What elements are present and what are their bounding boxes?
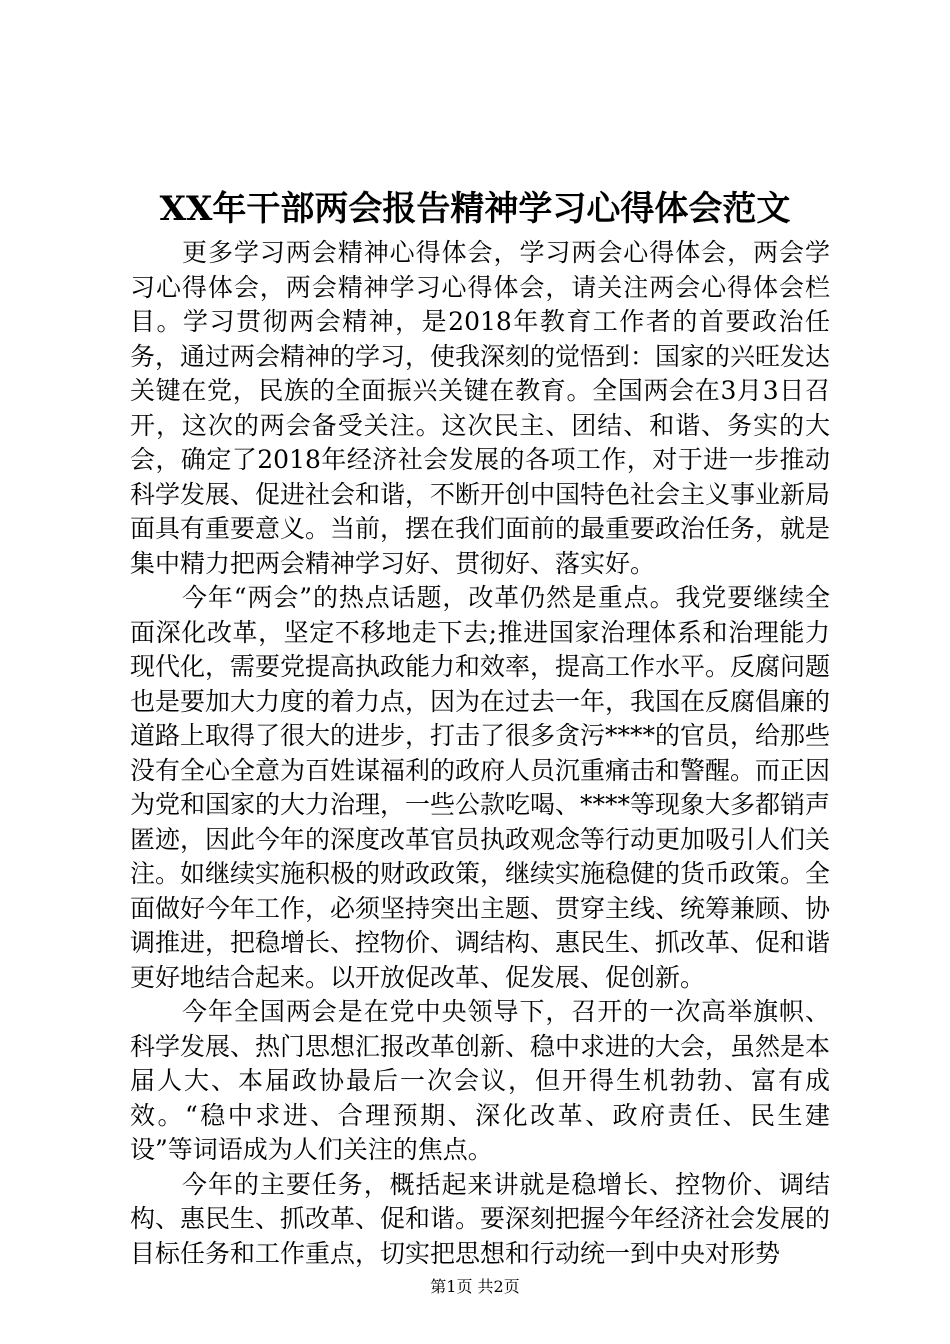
paragraph: 更多学习两会精神心得体会，学习两会心得体会，两会学习心得体会，两会精神学习心得体会，请关注两会心得体会栏目。学习贯彻两会精神，是2018年教育工作者的首要政治任务，通过两会精神的学习，使我深刻的觉悟到：国家的兴旺发达关键在党，民族的全面振兴关键在教育。全国两会在3月3日召开，这次的两会备受关注。这次民主、团结、和谐、务实的大会，确定了2018年经济社会发展的各项工作，对于进一步推动科学发展、促进社会和谐，不断开创中国特色社会主义事业新局面具有重要意义。当前，摆在我们面前的最重要政治任务，就是集中精力把两会精神学习好、贯彻好、落实好。 (130, 238, 831, 578)
paragraph: 今年的主要任务，概括起来讲就是稳增长、控物价、调结构、惠民生、抓改革、促和谐。要深刻把握今年经济社会发展的目标任务和工作重点，切实把思想和行动统一到中央对形势 (130, 1169, 831, 1268)
document-body (130, 236, 830, 1271)
paragraph: 今年全国两会是在党中央领导下，召开的一次高举旗帜、科学发展、热门思想汇报改革创新、稳中求进的大会，虽然是本届人大、本届政协最后一次会议，但开得生机勃勃、富有成效。“稳中求进、合理预期、深化改革、政府责任、民生建设”等词语成为人们关注的焦点。 (130, 997, 831, 1164)
paragraph: 今年“两会”的热点话题，改革仍然是重点。我党要继续全面深化改革，坚定不移地走下去;推进国家治理体系和治理能力现代化，需要党提高执政能力和效率，提高工作水平。反腐问题也是要加大力度的着力点，因为在过去一年，我国在反腐倡廉的道路上取得了很大的进步，打击了很多贪污****的官员，给那些没有全心全意为百姓谋福利的政府人员沉重痛击和警醒。而正因为党和国家的大力治理，一些公款吃喝、****等现象大多都销声匿迹，因此今年的深度改革官员执政观念等行动更加吸引人们关注。如继续实施积极的财政政策，继续实施稳健的货币政策。全面做好今年工作，必须坚持突出主题、贯穿主线、统筹兼顾、协调推进，把稳增长、控物价、调结构、惠民生、抓改革、促和谐更好地结合起来。以开放促改革、促发展、促创新。 (130, 583, 831, 992)
document-title: XX年干部两会报告精神学习心得体会范文 (159, 189, 791, 229)
page-number-footer: 第1页 共2页 (430, 1277, 520, 1296)
